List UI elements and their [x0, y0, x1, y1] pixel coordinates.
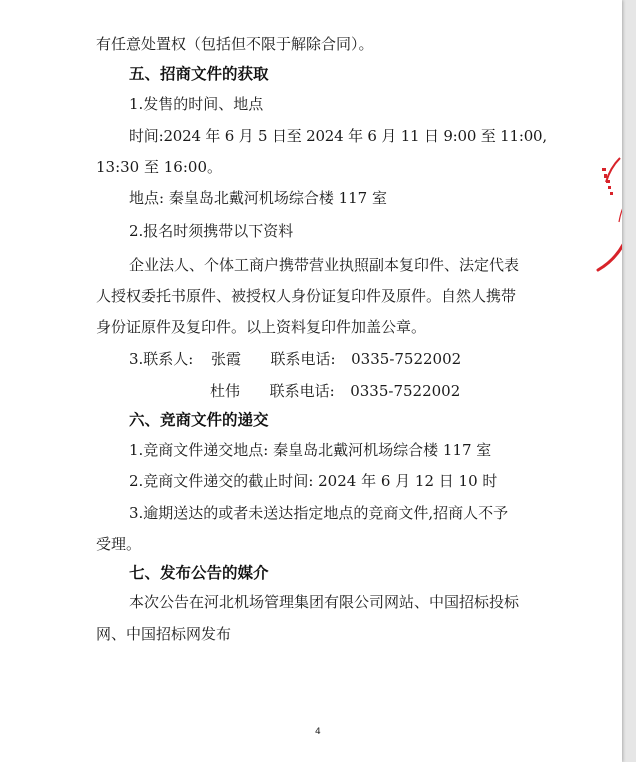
section-heading-5: 五、招商文件的获取	[129, 65, 269, 83]
contact-name: 杜伟	[210, 382, 241, 400]
section-heading-6: 六、竞商文件的递交	[129, 411, 269, 429]
contact-row	[210, 381, 460, 401]
contact-phone-label: 联系电话:	[269, 382, 335, 400]
paragraph-line: 有任意处置权（包括但不限于解除合同）。	[96, 35, 374, 53]
paragraph-line: 13:30 至 16:00。	[96, 158, 222, 176]
paragraph-line: 3.逾期送达的或者未送达指定地点的竞商文件,招商人不予	[129, 504, 509, 522]
paragraph-line: 地点: 秦皇岛北戴河机场综合楼 117 室	[129, 189, 387, 207]
seal-arc	[598, 234, 622, 270]
paragraph-line: 身份证原件及复印件。以上资料复印件加盖公章。	[96, 318, 427, 336]
paragraph-line: 本次公告在河北机场管理集团有限公司网站、中国招标投标	[129, 593, 520, 611]
subsection-title: 1.发售的时间、地点	[129, 95, 264, 113]
paragraph-line: 时间:2024 年 6 月 5 日至 2024 年 6 月 11 日 9:00 至 11:00,	[129, 127, 547, 145]
seal-glyphs	[602, 168, 613, 195]
seal-stamp-icon	[592, 150, 622, 280]
contact-name: 张霞	[210, 350, 241, 368]
contact-prefix: 3.联系人:	[129, 350, 194, 368]
contact-row	[129, 349, 461, 369]
paragraph-line: 1.竞商文件递交地点: 秦皇岛北戴河机场综合楼 117 室	[129, 441, 492, 459]
paragraph-line: 人授权委托书原件、被授权人身份证复印件及原件。自然人携带	[96, 287, 517, 305]
seal-arc	[606, 158, 620, 182]
paragraph-line: 2.竞商文件递交的截止时间: 2024 年 6 月 12 日 10 时	[129, 472, 498, 490]
page-number: 4	[315, 727, 321, 737]
paragraph-line: 受理。	[96, 535, 142, 553]
seal-arc	[619, 202, 622, 222]
contact-phone-label: 联系电话:	[270, 350, 336, 368]
contact-phone: 0335-7522002	[351, 350, 462, 368]
contact-phone: 0335-7522002	[350, 382, 461, 400]
section-heading-7: 七、发布公告的媒介	[129, 564, 269, 582]
paragraph-line: 企业法人、个体工商户携带营业执照副本复印件、法定代表	[129, 256, 520, 274]
subsection-title: 2.报名时须携带以下资料	[129, 222, 294, 240]
paragraph-line: 网、中国招标网发布	[96, 625, 232, 643]
